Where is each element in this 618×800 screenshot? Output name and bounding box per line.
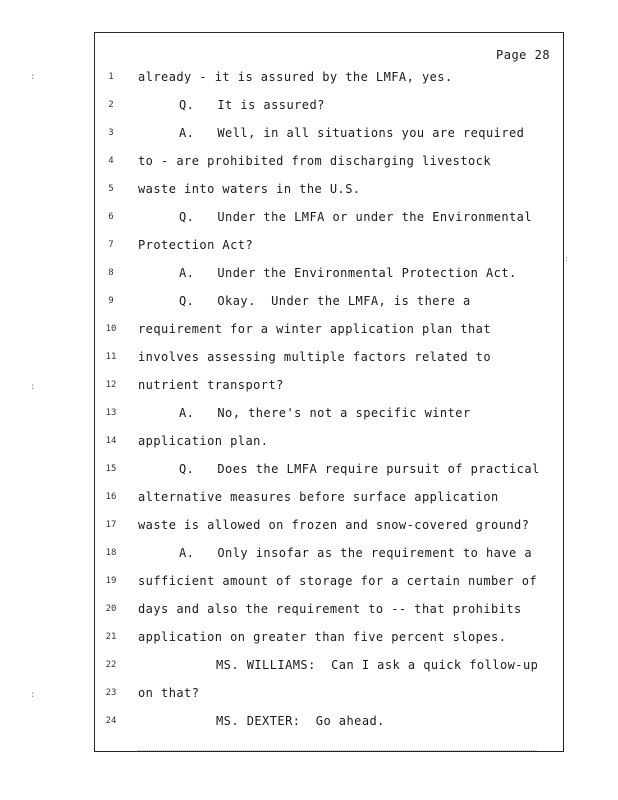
line-number: 3 — [108, 128, 114, 138]
transcript-line: application plan. — [138, 434, 269, 448]
transcript-line: Q. It is assured? — [179, 98, 325, 112]
transcript-line: nutrient transport? — [138, 378, 284, 392]
scan-margin-mark: : — [564, 254, 569, 263]
transcript-line: requirement for a winter application plan that — [138, 322, 492, 336]
transcript-line: Q. Under the LMFA or under the Environmental — [179, 210, 533, 224]
transcript-line: A. No, there's not a specific winter — [179, 406, 471, 420]
transcript-line: alternative measures before surface application — [138, 490, 499, 504]
line-number: 9 — [108, 296, 114, 306]
line-number: 8 — [108, 268, 114, 278]
line-number: 21 — [105, 632, 117, 642]
line-number: 4 — [108, 156, 114, 166]
line-number: 23 — [105, 688, 117, 698]
transcript-line: sufficient amount of storage for a certain number of — [138, 574, 538, 588]
transcript-line: waste is allowed on frozen and snow-covered ground? — [138, 518, 530, 532]
line-number: 12 — [105, 380, 117, 390]
line-number: 15 — [105, 464, 117, 474]
transcript-line: A. Under the Environmental Protection Act. — [179, 266, 517, 280]
line-number: 2 — [108, 100, 114, 110]
scan-margin-mark: : — [30, 72, 36, 82]
transcript-line: on that? — [138, 686, 200, 700]
line-number: 10 — [105, 324, 117, 334]
transcript-line: to - are prohibited from discharging livestock — [138, 154, 492, 168]
line-number: 24 — [105, 716, 117, 726]
transcript-line: application on greater than five percent slopes. — [138, 630, 507, 644]
transcript-line: days and also the requirement to -- that prohibits — [138, 602, 522, 616]
scan-margin-mark: : — [30, 690, 36, 700]
transcript-line: waste into waters in the U.S. — [138, 182, 361, 196]
page-number: Page 28 — [496, 48, 551, 62]
line-number: 7 — [108, 240, 114, 250]
line-number: 1 — [108, 72, 114, 82]
transcript-line: already - it is assured by the LMFA, yes. — [138, 70, 453, 84]
line-number: 18 — [105, 548, 117, 558]
line-number: 22 — [105, 660, 117, 670]
line-number: 19 — [105, 576, 117, 586]
line-number: 14 — [105, 436, 117, 446]
transcript-line: Protection Act? — [138, 238, 254, 252]
transcript-line: Q. Does the LMFA require pursuit of practical — [179, 462, 540, 476]
line-number: 17 — [105, 520, 117, 530]
transcript-line: A. Only insofar as the requirement to have a — [179, 546, 533, 560]
scan-margin-mark: : — [30, 382, 36, 392]
line-number: 5 — [108, 184, 114, 194]
transcript-page-frame — [94, 32, 564, 752]
transcript-line: Q. Okay. Under the LMFA, is there a — [179, 294, 471, 308]
transcript-line: MS. WILLIAMS: Can I ask a quick follow-up — [216, 658, 539, 672]
transcript-line: involves assessing multiple factors related to — [138, 350, 492, 364]
transcript-line: A. Well, in all situations you are required — [179, 126, 525, 140]
transcript-line: MS. DEXTER: Go ahead. — [216, 714, 385, 728]
scan-artifact — [138, 748, 538, 751]
line-number: 6 — [108, 212, 114, 222]
line-number: 13 — [105, 408, 117, 418]
line-number: 20 — [105, 604, 117, 614]
line-number: 16 — [105, 492, 117, 502]
line-number: 11 — [105, 352, 117, 362]
